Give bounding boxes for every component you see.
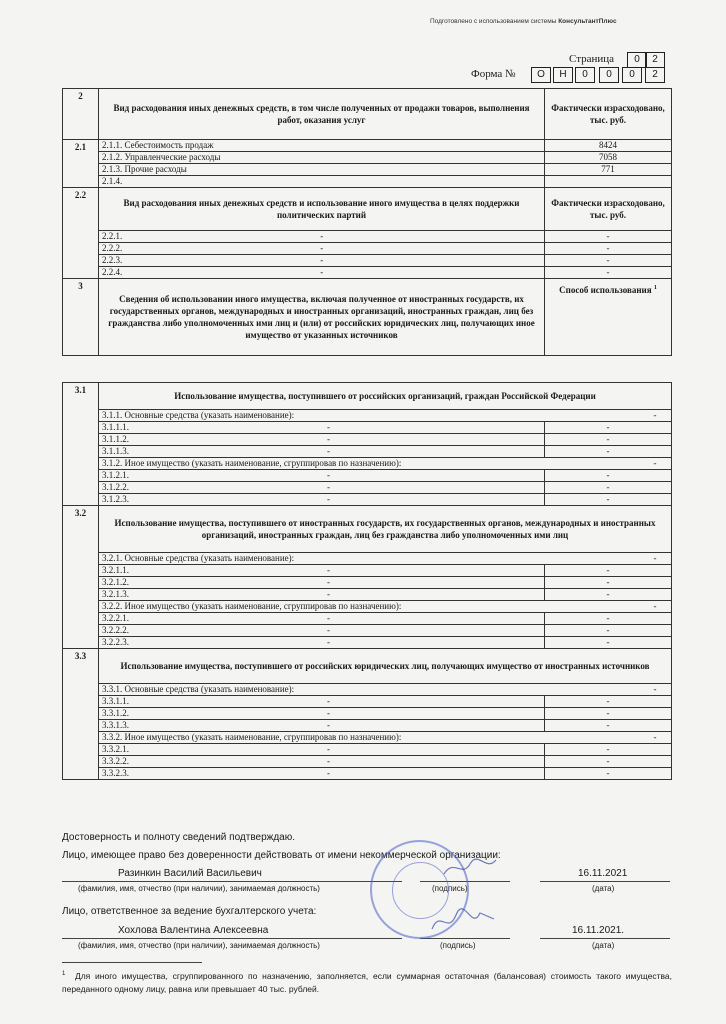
row-value: - <box>545 768 672 780</box>
section-title: Вид расходования иных денежных средств и использование иного имущества в целях поддержки политических партий <box>99 188 545 231</box>
report-table-3 <box>62 382 672 780</box>
accountant-signature <box>428 905 498 939</box>
accountant-name: Хохлова Валентина Алексеевна <box>118 925 269 936</box>
row-value: 771 <box>545 164 672 176</box>
table-row <box>63 494 672 506</box>
row-value: - <box>545 637 672 649</box>
section-title: Сведения об использовании иного имущества, включая полученное от иностранных государств, их государственных органов, международных и иностранных организаций, иностранных граждан, лиц без гражданства либо уполномоченных ими лиц и (или) от российских юридических лиц, получающих иное имущество от указанных источников <box>99 279 545 356</box>
form-digit-1: О <box>531 67 551 83</box>
row-value: - <box>545 744 672 756</box>
page-digit-1: 0 <box>627 52 647 68</box>
row-label: 2.1.4. <box>99 176 545 188</box>
row-label: 3.1.2.3. - <box>99 494 545 506</box>
row-label: 3.2.2.1. - <box>99 613 545 625</box>
section-num: 3.1 <box>63 383 99 506</box>
head-sign-caption: (подпись) <box>432 884 468 893</box>
section-3-3-header <box>63 649 672 684</box>
column-title: Фактически израсходовано, тыс. руб. <box>545 89 672 140</box>
row-value: - <box>545 708 672 720</box>
row-label: 3.2.2.3. - <box>99 637 545 649</box>
row-value: - <box>545 625 672 637</box>
table-row <box>63 446 672 458</box>
section-title: Использование имущества, поступившего от иностранных государств, их государственных органов, международных и иностранных организаций, иностранных граждан, лиц без гражданства либо уполномоченных ими лиц <box>99 506 672 553</box>
row-value: - <box>545 613 672 625</box>
row-label: 3.1.1. Основные средства (указать наименование): - <box>99 410 672 422</box>
section-title: Использование имущества, поступившего от российских юридических лиц, получающих имущество от иностранных источников <box>99 649 672 684</box>
table-row <box>63 470 672 482</box>
head-signature <box>440 852 500 882</box>
table-row <box>63 696 672 708</box>
row-label: 2.2.1. - <box>99 231 545 243</box>
row-value <box>545 176 672 188</box>
accountant-date: 16.11.2021. <box>572 925 625 936</box>
row-label: 2.2.3. - <box>99 255 545 267</box>
row-label: 3.3.2.1. - <box>99 744 545 756</box>
table-row <box>63 732 672 744</box>
row-label: 3.1.2.2. - <box>99 482 545 494</box>
section-num: 2 <box>63 89 99 140</box>
table-row <box>63 684 672 696</box>
footnote: $^1$ Для иного имущества, сгруппированного по назначению, заполняется, если суммарная остаточная (балансовая) стоимость такого имущества, переданного одному лицу, равна или превышает 40 тыс. рублей. <box>62 970 672 994</box>
table-row <box>63 458 672 470</box>
row-value: - <box>545 267 672 279</box>
table-row <box>63 625 672 637</box>
table-row <box>63 243 672 255</box>
table-row <box>63 482 672 494</box>
row-label: 3.1.1.2. - <box>99 434 545 446</box>
table-row <box>63 434 672 446</box>
row-value: 8424 <box>545 140 672 152</box>
section-3-1-header <box>63 383 672 410</box>
table-row <box>63 176 672 188</box>
row-label: 3.3.1.3. - <box>99 720 545 732</box>
section-title: Вид расходования иных денежных средств, в том числе полученных от продажи товаров, выполнения работ, оказания услуг <box>99 89 545 140</box>
form-digit-5: 0 <box>622 67 642 83</box>
section-3-header <box>63 279 672 356</box>
section-num: 2.1 <box>63 140 99 188</box>
accountant-date-caption: (дата) <box>592 941 615 950</box>
page-digit-2: 2 <box>645 52 665 68</box>
row-label: 3.3.1. Основные средства (указать наименование): - <box>99 684 672 696</box>
table-row <box>63 140 672 152</box>
row-label: 3.2.1. Основные средства (указать наименование): - <box>99 553 672 565</box>
section-num: 2.2 <box>63 188 99 279</box>
row-value: - <box>545 255 672 267</box>
report-table <box>62 88 672 356</box>
row-value: - <box>545 756 672 768</box>
form-digit-4: 0 <box>599 67 619 83</box>
section-title: Использование имущества, поступившего от российских организаций, граждан Российской Федерации <box>99 383 672 410</box>
section-2-2-header <box>63 188 672 231</box>
row-label: 3.2.1.3. - <box>99 589 545 601</box>
head-caption: (фамилия, имя, отчество (при наличии), занимаемая должность) <box>78 884 320 893</box>
table-row <box>63 601 672 613</box>
table-row <box>63 589 672 601</box>
head-name: Разинкин Василий Васильевич <box>118 868 262 879</box>
row-label: 2.1.2. Управленческие расходы <box>99 152 545 164</box>
confirm-text: Достоверность и полноту сведений подтверждаю. <box>62 832 296 843</box>
section-2-header <box>63 89 672 140</box>
row-value: - <box>545 577 672 589</box>
row-label: 3.3.2.3. - <box>99 768 545 780</box>
accountant-sign-caption: (подпись) <box>440 941 476 950</box>
row-value: - <box>545 434 672 446</box>
row-value: - <box>545 231 672 243</box>
row-label: 3.1.1.3. - <box>99 446 545 458</box>
prepared-note <box>430 18 617 25</box>
row-label: 3.3.2.2. - <box>99 756 545 768</box>
row-value: - <box>545 482 672 494</box>
row-value: - <box>545 565 672 577</box>
head-label: Лицо, имеющее право без доверенности действовать от имени некоммерческой организации: <box>62 850 501 861</box>
table-row <box>63 553 672 565</box>
column-title: Фактически израсходовано, тыс. руб. <box>545 188 672 231</box>
table-row <box>63 267 672 279</box>
row-label: 3.3.1.1. - <box>99 696 545 708</box>
form-digit-2: Н <box>553 67 573 83</box>
form-label: Форма № <box>471 68 516 80</box>
head-date: 16.11.2021 <box>578 868 628 879</box>
row-value: - <box>545 446 672 458</box>
row-label: 3.1.2.1. - <box>99 470 545 482</box>
row-label: 3.1.2. Иное имущество (указать наименование, сгруппировав по назначению): - <box>99 458 672 470</box>
row-label: 3.3.2. Иное имущество (указать наименование, сгруппировав по назначению): - <box>99 732 672 744</box>
row-value: - <box>545 696 672 708</box>
row-label: 2.2.4. - <box>99 267 545 279</box>
prepared-prefix: Подготовлено с использованием системы <box>430 18 559 25</box>
row-label: 3.2.1.1. - <box>99 565 545 577</box>
row-value: - <box>545 720 672 732</box>
row-label: 3.2.2.2. - <box>99 625 545 637</box>
table-row <box>63 720 672 732</box>
row-value: 7058 <box>545 152 672 164</box>
table-row <box>63 231 672 243</box>
section-num: 3 <box>63 279 99 356</box>
row-label: 2.2.2. - <box>99 243 545 255</box>
form-digit-3: 0 <box>575 67 595 83</box>
row-label: 3.3.1.2. - <box>99 708 545 720</box>
accountant-caption: (фамилия, имя, отчество (при наличии), занимаемая должность) <box>78 941 320 950</box>
table-row <box>63 152 672 164</box>
row-value: - <box>545 470 672 482</box>
head-date-caption: (дата) <box>592 884 615 893</box>
table-row <box>63 637 672 649</box>
row-label: 2.1.1. Себестоимость продаж <box>99 140 545 152</box>
row-value: - <box>545 589 672 601</box>
row-label: 3.2.2. Иное имущество (указать наименование, сгруппировав по назначению): - <box>99 601 672 613</box>
table-row <box>63 422 672 434</box>
table-row <box>63 410 672 422</box>
table-row <box>63 708 672 720</box>
table-row <box>63 744 672 756</box>
table-row <box>63 255 672 267</box>
table-row <box>63 613 672 625</box>
table-row <box>63 565 672 577</box>
form-digit-6: 2 <box>645 67 665 83</box>
column-title: Способ использования $^1$ <box>545 279 672 356</box>
accountant-label: Лицо, ответственное за ведение бухгалтерского учета: <box>62 906 317 917</box>
table-row <box>63 756 672 768</box>
row-label: 2.1.3. Прочие расходы <box>99 164 545 176</box>
table-row <box>63 768 672 780</box>
page-label: Страница <box>569 53 615 65</box>
row-value: - <box>545 243 672 255</box>
row-label: 3.1.1.1. - <box>99 422 545 434</box>
row-label: 3.2.1.2. - <box>99 577 545 589</box>
section-num: 3.2 <box>63 506 99 649</box>
table-row <box>63 577 672 589</box>
row-value: - <box>545 494 672 506</box>
table-row <box>63 164 672 176</box>
section-num: 3.3 <box>63 649 99 780</box>
prepared-brand: КонсультантПлюс <box>558 18 617 25</box>
row-value: - <box>545 422 672 434</box>
section-3-2-header <box>63 506 672 553</box>
